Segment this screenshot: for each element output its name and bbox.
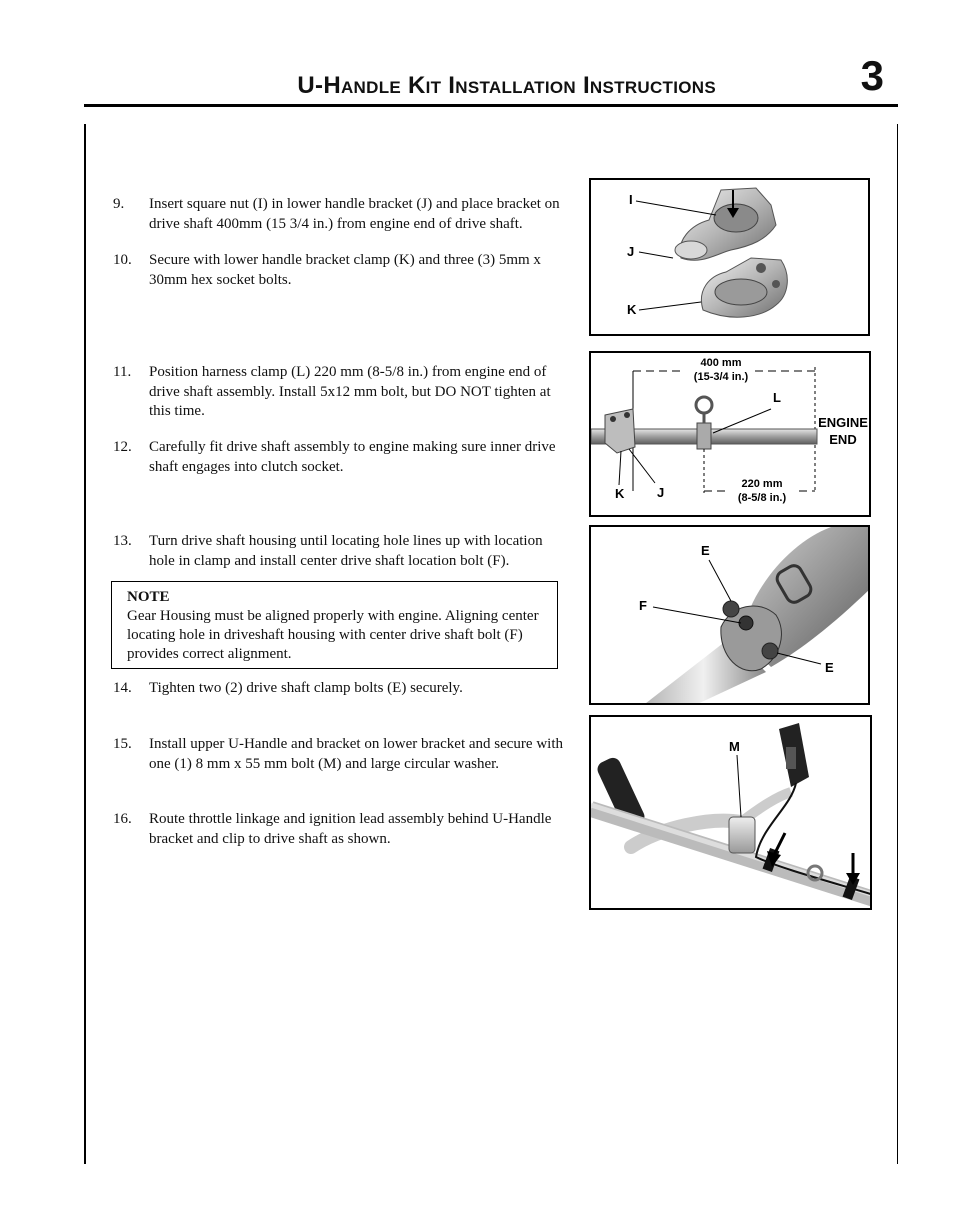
step-text: Insert square nut (I) in lower handle bracket (J) and place bracket on drive shaft 400mm (15 3/4 in.) from engine end of drive shaft.	[149, 196, 560, 232]
step-text: Secure with lower handle bracket clamp (K) and three (3) 5mm x 30mm hex socket bolts.	[149, 252, 541, 288]
figure-clamp-bolts	[589, 525, 870, 705]
figure-u-handle	[589, 715, 872, 910]
step-number: 15.	[113, 736, 132, 752]
label-m: M	[729, 739, 740, 754]
step-11	[113, 363, 563, 422]
step-number: 9.	[113, 196, 125, 212]
figure-shaft-dimensions	[589, 351, 871, 517]
step-number: 12.	[113, 439, 132, 455]
dim-220-mm: 220 mm	[741, 478, 783, 490]
step-number: 10.	[113, 252, 132, 268]
header-rule	[84, 104, 898, 107]
right-margin-line	[897, 124, 898, 1164]
note-text: Gear Housing must be aligned properly with engine. Aligning center locating hole in driveshaft housing with center drive shaft bolt (F) provides correct alignment.	[127, 608, 539, 662]
label-k: K	[627, 302, 637, 317]
label-e-top: E	[701, 543, 710, 558]
step-number: 16.	[113, 811, 132, 827]
step-text: Route throttle linkage and ignition lead assembly behind U-Handle bracket and clip to drive shaft as shown.	[149, 811, 552, 847]
dim-400-in: (15-3/4 in.)	[693, 371, 749, 383]
clamp-bolts-illustration	[591, 527, 870, 705]
step-number: 11.	[113, 364, 132, 380]
label-f: F	[639, 598, 647, 613]
step-9	[113, 195, 563, 234]
step-13	[113, 532, 563, 571]
step-text: Position harness clamp (L) 220 mm (8-5/8 in.) from engine end of drive shaft assembly. Install 5x12 mm bolt, but DO NOT tighten at this time.	[149, 364, 551, 419]
label-i: I	[629, 192, 633, 207]
dim-220-in: (8-5/8 in.)	[737, 492, 787, 504]
engine-label: ENGINE	[818, 415, 868, 430]
step-text: Turn drive shaft housing until locating hole lines up with location hole in clamp and install center drive shaft location bolt (F).	[149, 533, 543, 569]
shaft-dimension-illustration	[591, 353, 871, 517]
note-heading: NOTE	[127, 589, 170, 605]
page-number: 3	[860, 52, 884, 99]
note-box	[111, 581, 558, 669]
step-10	[113, 251, 563, 290]
step-text: Install upper U-Handle and bracket on lower bracket and secure with one (1) 8 mm x 55 mm bolt (M) and large circular washer.	[149, 736, 564, 772]
label-l: L	[773, 390, 781, 405]
label-j: J	[627, 244, 635, 259]
lower-bracket-illustration	[591, 180, 870, 336]
u-handle-illustration	[591, 717, 872, 910]
end-label: END	[829, 432, 857, 447]
left-margin-line	[84, 124, 86, 1164]
step-text: Carefully fit drive shaft assembly to engine making sure inner drive shaft engages into clutch socket.	[149, 439, 556, 475]
label-k: K	[615, 486, 625, 501]
figure-lower-bracket	[589, 178, 870, 336]
step-number: 14.	[113, 680, 132, 696]
step-12	[113, 438, 563, 477]
page-title: U-Handle Kit Installation Instructions	[297, 72, 716, 99]
label-e-bottom: E	[825, 660, 834, 675]
step-text: Tighten two (2) drive shaft clamp bolts (E) securely.	[149, 680, 463, 696]
step-15	[113, 735, 563, 774]
label-j: J	[657, 485, 665, 500]
dim-400-mm: 400 mm	[700, 357, 742, 369]
step-number: 13.	[113, 533, 132, 549]
step-14	[113, 679, 563, 699]
step-16	[113, 810, 563, 849]
